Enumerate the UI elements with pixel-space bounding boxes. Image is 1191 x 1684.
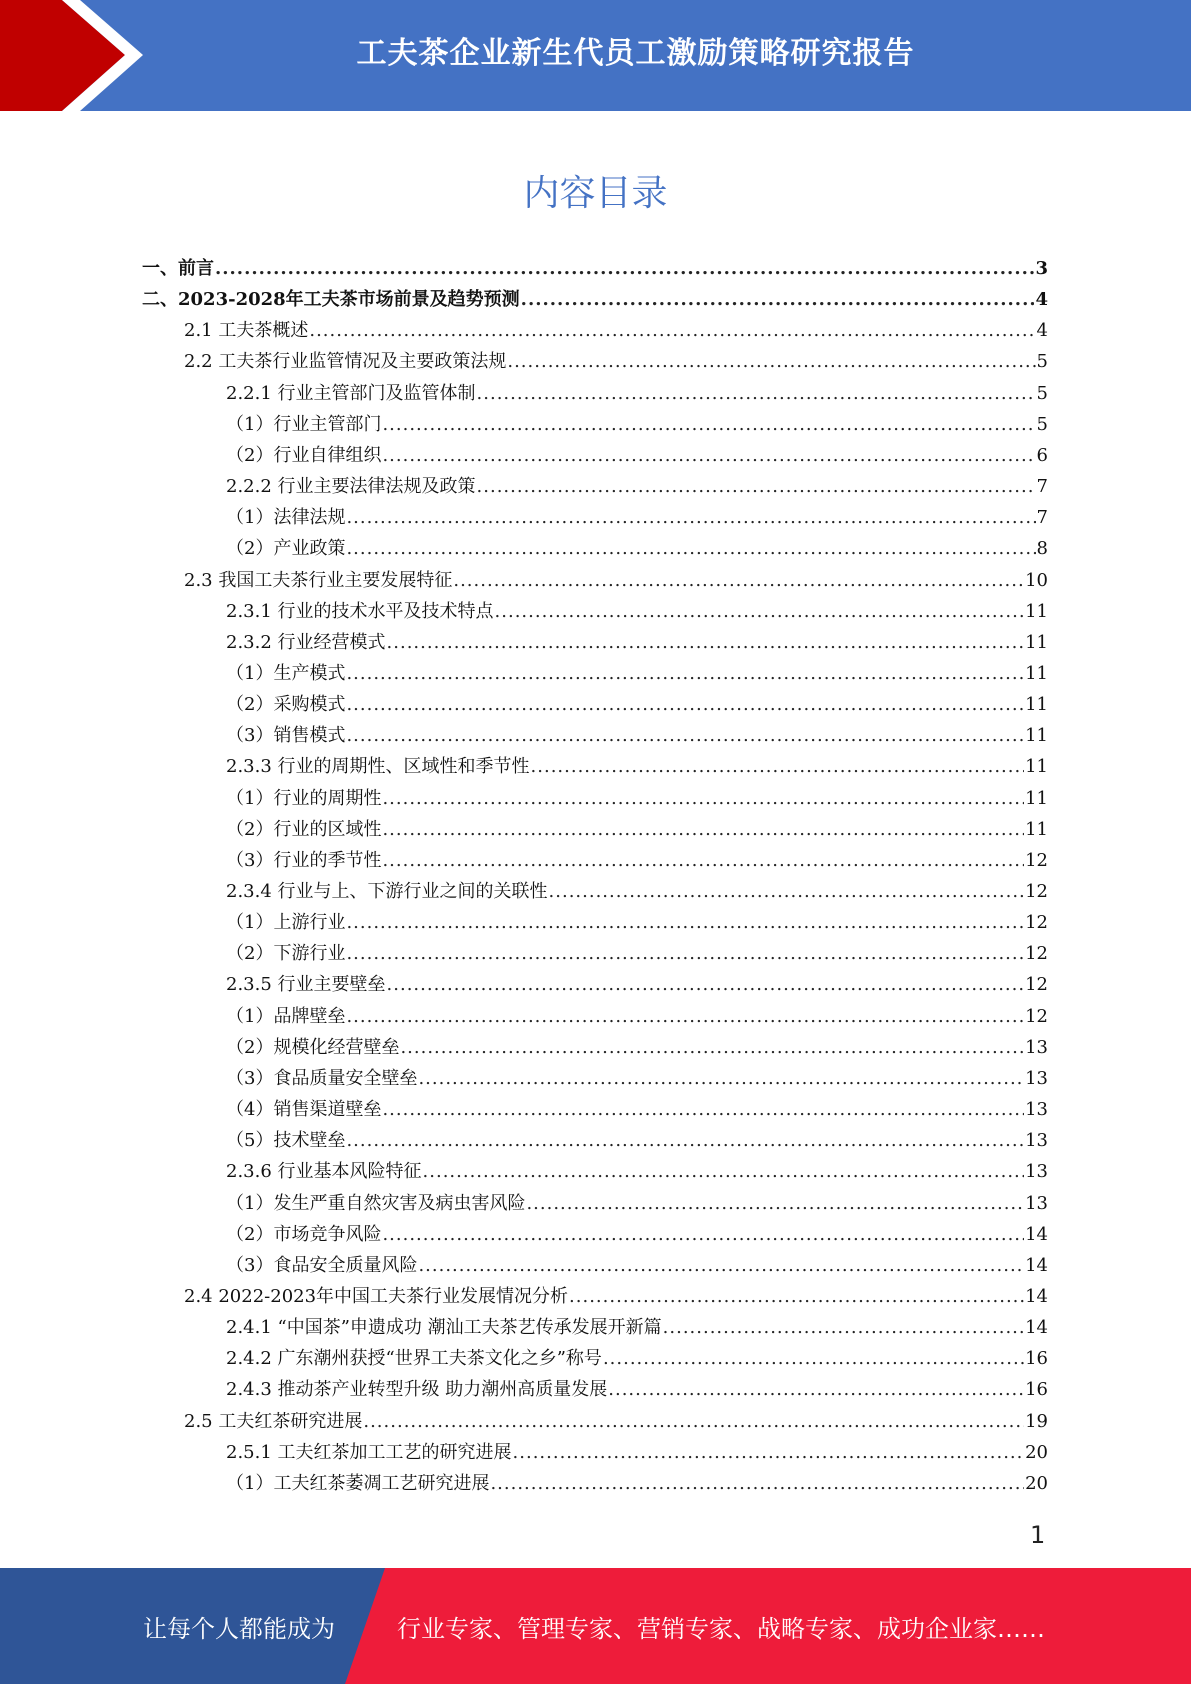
toc-entry-label: （1）上游行业 <box>226 912 346 933</box>
toc-entry[interactable] <box>226 658 1048 689</box>
toc-entry[interactable] <box>226 1094 1048 1125</box>
toc-dot-leader <box>346 720 1024 751</box>
footer-slogan-right: 行业专家、管理专家、营销专家、战略专家、成功企业家…… <box>397 1615 1045 1643</box>
toc-dot-leader <box>346 689 1024 720</box>
toc-entry-page: 11 <box>1025 601 1048 622</box>
toc-dot-leader <box>346 658 1024 689</box>
toc-dot-leader <box>477 471 1036 502</box>
toc-entry-page: 10 <box>1025 570 1048 591</box>
toc-entry-label: （3）食品质量安全壁垒 <box>226 1068 418 1089</box>
toc-entry-page: 7 <box>1036 507 1048 528</box>
toc-entry-page: 12 <box>1025 1006 1048 1027</box>
header-band <box>0 0 1191 111</box>
toc-entry-label: （1）行业的周期性 <box>226 788 382 809</box>
toc-dot-leader <box>382 1219 1024 1250</box>
toc-dot-leader <box>495 596 1025 627</box>
toc-entry-page: 5 <box>1036 414 1048 435</box>
toc-entry-label: （2）采购模式 <box>226 694 346 715</box>
toc-entry-label: 2.4.2 广东潮州获授“世界工夫茶文化之乡”称号 <box>226 1348 602 1369</box>
toc-entry[interactable] <box>184 565 1048 596</box>
toc-entry-page: 11 <box>1025 663 1048 684</box>
toc-entry-page: 8 <box>1036 538 1048 559</box>
toc-entry-label: 2.4.3 推动茶产业转型升级 助力潮州高质量发展 <box>226 1379 608 1400</box>
toc-entry[interactable] <box>226 720 1048 751</box>
toc-dot-leader <box>569 1281 1024 1312</box>
toc-dot-leader <box>663 1312 1024 1343</box>
toc-entry-page: 14 <box>1025 1286 1048 1307</box>
toc-entry-page: 20 <box>1025 1473 1048 1494</box>
toc-entry-page: 14 <box>1025 1255 1048 1276</box>
toc-entry[interactable] <box>226 1219 1048 1250</box>
toc-entry-page: 11 <box>1025 632 1048 653</box>
toc-entry-page: 13 <box>1025 1099 1048 1120</box>
toc-entry-label: 2.3.2 行业经营模式 <box>226 632 386 653</box>
toc-entry-page: 13 <box>1025 1161 1048 1182</box>
toc-entry-label: 2.3.5 行业主要壁垒 <box>226 974 386 995</box>
toc-dot-leader <box>477 378 1036 409</box>
toc-entry-label: （2）行业自律组织 <box>226 445 382 466</box>
toc-entry[interactable] <box>226 596 1048 627</box>
toc-entry[interactable] <box>226 409 1048 440</box>
toc-entry-label: （4）销售渠道壁垒 <box>226 1099 382 1120</box>
toc-dot-leader <box>346 502 1035 533</box>
toc-entry[interactable] <box>226 969 1048 1000</box>
toc-entry[interactable] <box>226 1125 1048 1156</box>
toc-entry[interactable] <box>226 1437 1048 1468</box>
toc-dot-leader <box>309 315 1035 346</box>
toc-entry-label: （2）产业政策 <box>226 538 346 559</box>
toc-entry-label: 2.1 工夫茶概述 <box>184 320 309 341</box>
toc-entry-label: （1）品牌壁垒 <box>226 1006 346 1027</box>
toc-entry-label: 2.3 我国工夫茶行业主要发展特征 <box>184 570 453 591</box>
toc-entry[interactable] <box>184 1281 1048 1312</box>
toc-entry[interactable] <box>226 907 1048 938</box>
toc-dot-leader <box>531 751 1025 782</box>
toc-dot-leader <box>382 845 1024 876</box>
toc-entry-page: 7 <box>1036 476 1048 497</box>
toc-entry-label: 2.2.1 行业主管部门及监管体制 <box>226 383 476 404</box>
toc-dot-leader <box>382 440 1035 471</box>
toc-entry[interactable] <box>226 533 1048 564</box>
toc-dot-leader <box>526 1188 1024 1219</box>
toc-entry[interactable] <box>184 315 1048 346</box>
toc-dot-leader <box>382 1094 1024 1125</box>
toc-entry[interactable] <box>184 1406 1048 1437</box>
toc-dot-leader <box>603 1343 1024 1374</box>
toc-entry[interactable] <box>226 1343 1048 1374</box>
toc-entry[interactable] <box>226 1250 1048 1281</box>
toc-entry-label: （3）销售模式 <box>226 725 346 746</box>
toc-entry-label: 2.2.2 行业主要法律法规及政策 <box>226 476 476 497</box>
toc-dot-leader <box>507 346 1035 377</box>
toc-entry-page: 12 <box>1025 850 1048 871</box>
toc-entry-page: 5 <box>1036 383 1048 404</box>
toc-entry-page: 4 <box>1036 320 1048 341</box>
toc-entry-label: 2.4.1 “中国茶”申遗成功 潮汕工夫茶艺传承发展开新篇 <box>226 1317 662 1338</box>
toc-dot-leader <box>382 814 1024 845</box>
toc-entry[interactable] <box>226 938 1048 969</box>
toc-entry-page: 5 <box>1036 351 1048 372</box>
toc-entry-page: 12 <box>1025 912 1048 933</box>
toc-dot-leader <box>400 1032 1024 1063</box>
toc-dot-leader <box>346 533 1035 564</box>
toc-dot-leader <box>387 969 1025 1000</box>
toc-dot-leader <box>346 1125 1024 1156</box>
toc-entry-label: 二、2023-2028年工夫茶市场前景及趋势预测 <box>142 289 520 310</box>
toc-entry-label: （2）下游行业 <box>226 943 346 964</box>
toc-entry-page: 14 <box>1025 1224 1048 1245</box>
toc-title: 内容目录 <box>523 173 668 214</box>
toc-entry[interactable] <box>226 471 1048 502</box>
toc-entry[interactable] <box>226 814 1048 845</box>
toc-entry-label: 2.2 工夫茶行业监管情况及主要政策法规 <box>184 351 507 372</box>
toc-entry-page: 13 <box>1025 1037 1048 1058</box>
toc-entry[interactable] <box>226 502 1048 533</box>
toc-entry-label: 2.4 2022-2023年中国工夫茶行业发展情况分析 <box>184 1286 569 1307</box>
toc-entry-label: （1）工夫红茶萎凋工艺研究进展 <box>226 1473 490 1494</box>
toc-entry-page: 13 <box>1025 1068 1048 1089</box>
toc-dot-leader <box>418 1250 1024 1281</box>
toc-entry-label: （3）食品安全质量风险 <box>226 1255 418 1276</box>
toc-entry-page: 13 <box>1025 1130 1048 1151</box>
toc-entry-label: 2.3.1 行业的技术水平及技术特点 <box>226 601 494 622</box>
toc-entry[interactable] <box>226 1156 1048 1187</box>
toc-dot-leader <box>346 938 1024 969</box>
toc-entry-label: 一、前言 <box>142 258 214 279</box>
toc-entry-page: 11 <box>1025 819 1048 840</box>
report-title: 工夫茶企业新生代员工激励策略研究报告 <box>356 36 915 71</box>
toc-entry[interactable] <box>226 689 1048 720</box>
toc-entry-label: （1）行业主管部门 <box>226 414 382 435</box>
toc-entry-page: 20 <box>1025 1442 1048 1463</box>
toc-entry-page: 11 <box>1025 756 1048 777</box>
footer-band <box>0 1568 1191 1684</box>
toc-entry-label: （5）技术壁垒 <box>226 1130 346 1151</box>
toc-entry[interactable] <box>226 378 1048 409</box>
toc-entry-page: 4 <box>1035 289 1048 310</box>
toc-entry[interactable] <box>226 1374 1048 1405</box>
toc-entry-label: 2.3.6 行业基本风险特征 <box>226 1161 422 1182</box>
page-number: 1 <box>1030 1521 1046 1549</box>
footer-slogan-left: 让每个人都能成为 <box>143 1615 335 1643</box>
toc-entry-page: 14 <box>1025 1317 1048 1338</box>
chevron-arrow-icon <box>0 0 160 111</box>
toc-dot-leader <box>346 1001 1024 1032</box>
toc-entry[interactable] <box>226 1032 1048 1063</box>
toc-entry-page: 12 <box>1025 881 1048 902</box>
toc-entry-label: 2.5 工夫红茶研究进展 <box>184 1411 363 1432</box>
toc-entry-label: （3）行业的季节性 <box>226 850 382 871</box>
toc-entry[interactable] <box>226 1468 1048 1499</box>
toc-entry[interactable] <box>226 1188 1048 1219</box>
toc-entry-page: 11 <box>1025 694 1048 715</box>
toc-entry-label: （2）市场竞争风险 <box>226 1224 382 1245</box>
toc-entry-page: 16 <box>1025 1348 1048 1369</box>
toc-entry-label: （1）发生严重自然灾害及病虫害风险 <box>226 1193 526 1214</box>
toc-entry-label: （2）规模化经营壁垒 <box>226 1037 400 1058</box>
toc-entry-label: 2.3.3 行业的周期性、区域性和季节性 <box>226 756 530 777</box>
toc-dot-leader <box>418 1063 1024 1094</box>
toc-dot-leader <box>490 1468 1024 1499</box>
toc-dot-leader <box>382 783 1024 814</box>
toc-entry[interactable] <box>226 876 1048 907</box>
toc-dot-leader <box>423 1156 1025 1187</box>
toc-entry-page: 11 <box>1025 788 1048 809</box>
toc-dot-leader <box>346 907 1024 938</box>
toc-entry[interactable] <box>226 845 1048 876</box>
toc-entry-page: 12 <box>1025 943 1048 964</box>
toc-dot-leader <box>453 565 1024 596</box>
toc-dot-leader <box>549 876 1025 907</box>
toc-entry-label: （1）法律法规 <box>226 507 346 528</box>
toc-entry[interactable] <box>226 1063 1048 1094</box>
toc-entry-page: 6 <box>1036 445 1048 466</box>
toc-entry[interactable] <box>226 1001 1048 1032</box>
toc-entry-page: 12 <box>1025 974 1048 995</box>
toc-dot-leader <box>215 253 1034 284</box>
toc-entry[interactable] <box>142 253 1048 284</box>
toc-entry-page: 13 <box>1025 1193 1048 1214</box>
toc-entry[interactable] <box>226 627 1048 658</box>
toc-entry[interactable] <box>226 783 1048 814</box>
toc-entry[interactable] <box>226 440 1048 471</box>
toc-dot-leader <box>513 1437 1025 1468</box>
toc-dot-leader <box>363 1406 1024 1437</box>
toc-entry-label: （2）行业的区域性 <box>226 819 382 840</box>
toc-entry-page: 16 <box>1025 1379 1048 1400</box>
toc-entry-label: 2.5.1 工夫红茶加工工艺的研究进展 <box>226 1442 512 1463</box>
toc-dot-leader <box>521 284 1035 315</box>
toc-dot-leader <box>382 409 1035 440</box>
toc-entry[interactable] <box>142 284 1048 315</box>
toc-entry[interactable] <box>226 1312 1048 1343</box>
toc-dot-leader <box>387 627 1025 658</box>
toc-entry[interactable] <box>226 751 1048 782</box>
toc-dot-leader <box>608 1374 1024 1405</box>
toc-entry-label: （1）生产模式 <box>226 663 346 684</box>
toc-entry-page: 11 <box>1025 725 1048 746</box>
toc-entry-page: 19 <box>1025 1411 1048 1432</box>
toc-entry[interactable] <box>184 346 1048 377</box>
toc-entry-page: 3 <box>1035 258 1048 279</box>
toc-entry-label: 2.3.4 行业与上、下游行业之间的关联性 <box>226 881 548 902</box>
